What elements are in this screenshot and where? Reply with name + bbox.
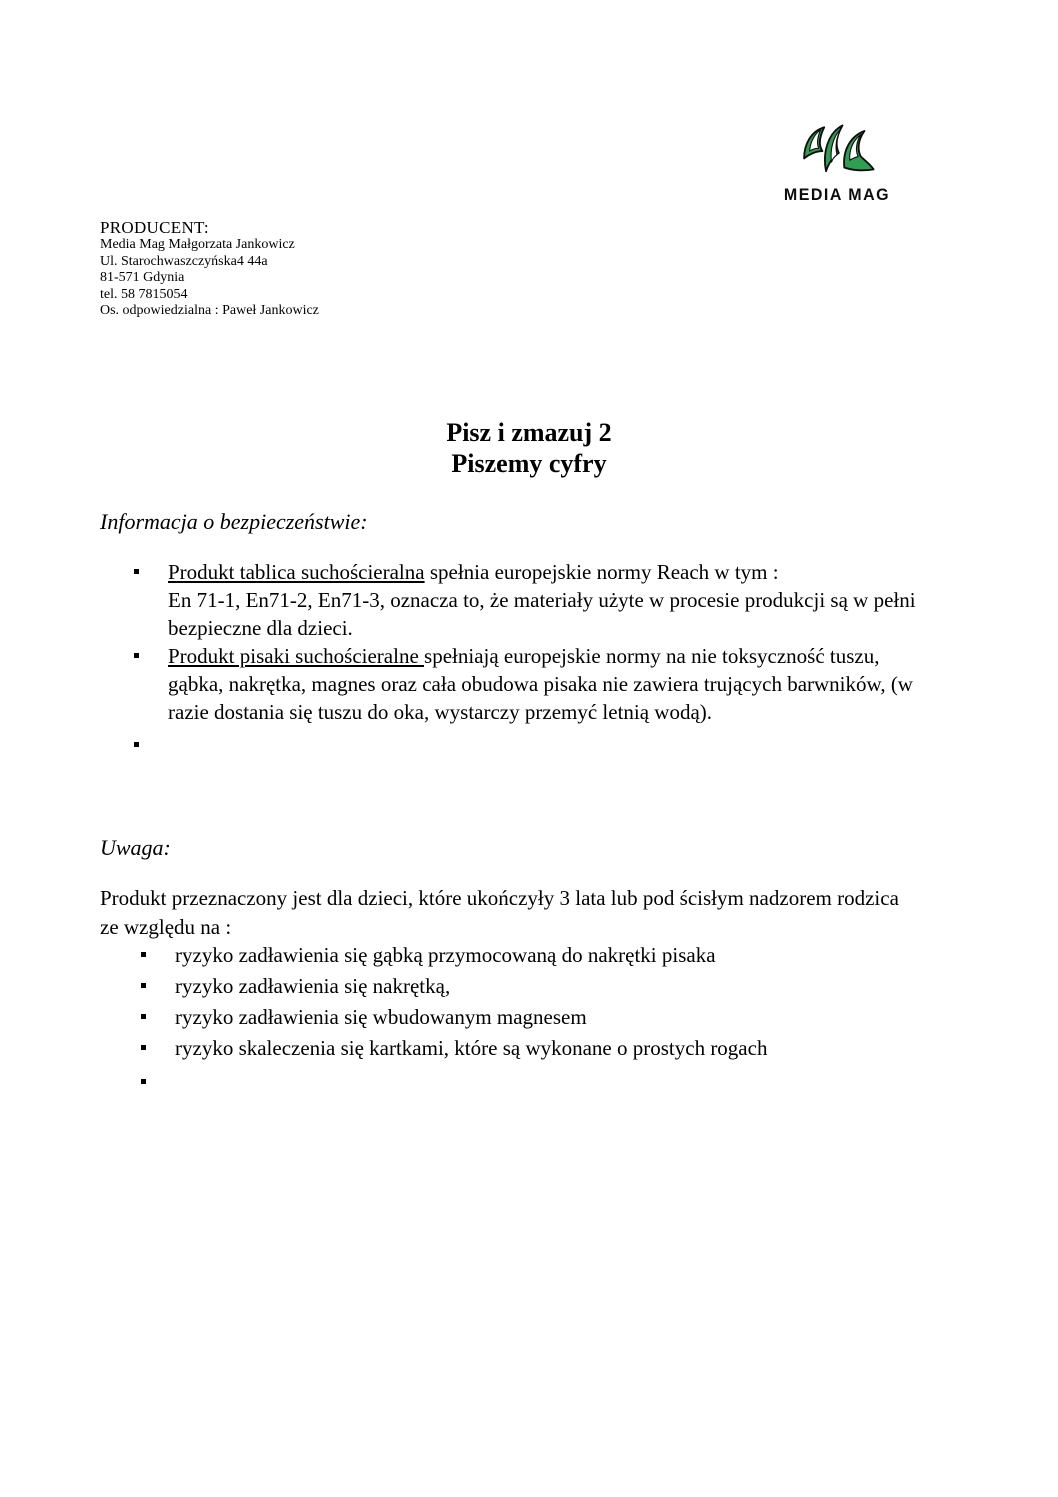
media-mag-logo	[772, 120, 902, 205]
logo-brand-text: MEDIA MAG	[783, 186, 891, 205]
notice-item-magnet	[140, 1003, 950, 1032]
notice-item-magnet-text: ryzyko zadławienia się wbudowanym magnesem	[175, 1005, 587, 1029]
bullet-square-icon	[141, 1079, 146, 1084]
safety-item-board-text: spełnia europejskie normy Reach w tym :	[424, 560, 779, 584]
bullet-square-icon	[141, 952, 146, 957]
bullet-square-icon	[134, 653, 139, 658]
notice-section-heading: Uwaga:	[100, 835, 171, 860]
safety-bullet-list	[133, 558, 940, 759]
bullet-square-icon	[134, 742, 139, 747]
title-line-1: Pisz i zmazuj 2	[446, 418, 612, 447]
producer-heading: PRODUCENT:	[100, 218, 209, 237]
safety-item-markers	[133, 642, 940, 726]
producer-city-line: 81-571 Gdynia	[100, 270, 185, 285]
safety-item-markers-text: spełniają europejskie normy na nie toksyczność tuszu, gąbka, nakrętka, magnes oraz cała obudowa pisaka nie zawiera trujących barwników, (w razie dostania się tuszu do oka, wystarczy przemyć letnią wodą).	[168, 644, 913, 724]
safety-section-heading: Informacja o bezpieczeństwie:	[100, 509, 368, 534]
safety-item-markers-lead: Produkt pisaki suchościeralne	[168, 644, 425, 668]
producer-company-line: Media Mag Małgorzata Jankowicz	[100, 237, 295, 252]
safety-item-board-line2: En 71-1, En71-2, En71-3, oznacza to, że materiały użyte w procesie produkcji są w pełni bezpieczne dla dzieci.	[168, 588, 916, 640]
producer-phone-line: tel. 58 7815054	[100, 286, 188, 302]
notice-item-pages-text: ryzyko skaleczenia się kartkami, które są wykonane o prostych rogach	[175, 1036, 768, 1060]
notice-bullet-list	[140, 941, 950, 1099]
bullet-square-icon	[134, 569, 139, 574]
notice-item-empty	[140, 1068, 950, 1097]
notice-item-cap	[140, 972, 950, 1001]
producer-responsible-line: Os. odpowiedzialna : Paweł Jankowicz	[100, 303, 319, 318]
safety-item-empty	[133, 731, 940, 759]
producer-street-line: Ul. Starochwaszczyńska4 44a	[100, 253, 268, 269]
safety-item-board-lead: Produkt tablica suchościeralna	[168, 560, 425, 584]
media-mag-logo-icon	[787, 120, 887, 184]
safety-item-board	[133, 558, 940, 642]
notice-item-sponge-text: ryzyko zadławienia się gąbką przymocowaną do nakrętki pisaka	[175, 943, 716, 967]
bullet-square-icon	[141, 1045, 146, 1050]
title-line-2: Piszemy cyfry	[451, 449, 607, 478]
notice-item-pages	[140, 1034, 950, 1063]
bullet-square-icon	[141, 983, 146, 988]
page-title	[0, 417, 1058, 479]
notice-paragraph: Produkt przeznaczony jest dla dzieci, które ukończyły 3 lata lub pod ścisłym nadzorem rodzica ze względu na :	[100, 886, 899, 939]
notice-item-sponge	[140, 941, 950, 970]
producer-block	[100, 218, 319, 320]
bullet-square-icon	[141, 1014, 146, 1019]
notice-item-cap-text: ryzyko zadławienia się nakrętką,	[175, 974, 451, 998]
